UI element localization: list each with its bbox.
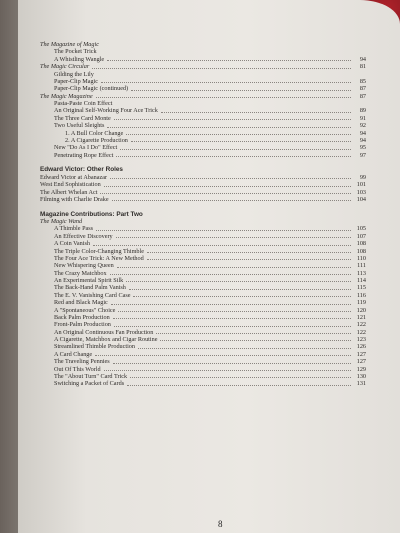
toc-entry-title: Two Useful Sleights xyxy=(54,122,105,130)
toc-entry-page: 127 xyxy=(356,358,366,366)
toc-entry xyxy=(40,152,366,159)
toc-entry xyxy=(40,292,366,299)
toc-spacer xyxy=(40,203,366,210)
toc-leader-dots xyxy=(114,118,351,120)
toc-entry-title: New Whispering Queen xyxy=(54,262,114,270)
toc-entry-title: Back Palm Production xyxy=(54,313,110,321)
toc-entry xyxy=(40,78,366,85)
toc-entry-page: 122 xyxy=(356,321,366,329)
toc-entry-title: 2. A Cigarette Production xyxy=(65,136,128,144)
toc-entry xyxy=(40,211,366,218)
toc-entry-page: 116 xyxy=(356,291,366,299)
toc-entry-title: Edward Victor at Abanazar xyxy=(40,173,108,181)
toc-entry-title: Paper-Clip Magic xyxy=(54,77,99,85)
toc-entry xyxy=(40,115,366,122)
toc-entry xyxy=(40,366,366,373)
toc-entry-title: Paper-Clip Magic (continued) xyxy=(54,85,129,93)
toc-leader-dots xyxy=(161,111,351,113)
toc-leader-dots xyxy=(92,67,351,69)
toc-entry-title: A Whistling Wangle xyxy=(54,55,105,63)
toc-entry xyxy=(40,85,366,92)
toc-entry xyxy=(40,307,366,314)
toc-entry xyxy=(40,48,366,55)
toc-entry xyxy=(40,122,366,129)
toc-entry xyxy=(40,218,366,225)
toc-entry xyxy=(40,329,366,336)
toc-entry-title: The Pocket Trick xyxy=(54,48,97,56)
toc-leader-dots xyxy=(113,362,351,364)
toc-entry-page: 94 xyxy=(359,136,366,144)
toc-entry xyxy=(40,270,366,277)
toc-entry xyxy=(40,225,366,232)
toc-leader-dots xyxy=(111,303,351,305)
toc-entry-title: Switching a Packet of Cards xyxy=(54,380,125,388)
toc-entry-title: A Thimble Pass xyxy=(54,225,94,233)
toc-entry xyxy=(40,71,366,78)
toc-entry-page: 114 xyxy=(356,277,366,284)
toc-entry-title: The Traveling Pennies xyxy=(54,358,110,366)
toc-entry-title: An Original Self-Working Four Ace Trick xyxy=(54,107,158,115)
toc-entry-page: 120 xyxy=(356,306,366,314)
toc-entry-title: A Coin Vanish xyxy=(54,240,90,248)
toc-entry-page: 87 xyxy=(359,92,366,100)
toc-entry-title: A Card Change xyxy=(54,350,93,358)
toc-entry-title: Front-Palm Production xyxy=(54,321,111,329)
toc-leader-dots xyxy=(126,133,351,135)
toc-entry-page: 129 xyxy=(356,365,366,373)
toc-entry xyxy=(40,63,366,70)
toc-entry-title: 1. A Bull Color Change xyxy=(65,129,124,137)
toc-entry-page: 111 xyxy=(357,262,366,270)
toc-entry xyxy=(40,314,366,321)
toc-entry-page: 127 xyxy=(356,350,366,358)
toc-entry-title: Pasta-Paste Coin Effect xyxy=(54,100,113,107)
toc-entry xyxy=(40,130,366,137)
toc-entry xyxy=(40,56,366,63)
toc-leader-dots xyxy=(133,295,351,297)
toc-entry xyxy=(40,277,366,284)
toc-entry-title: Penetrating Rope Effect xyxy=(54,151,114,159)
toc-entry xyxy=(40,343,366,350)
toc-entry xyxy=(40,321,366,328)
toc-leader-dots xyxy=(100,192,351,194)
toc-entry xyxy=(40,166,366,173)
book-page xyxy=(18,0,400,533)
table-of-contents xyxy=(40,41,366,388)
toc-leader-dots xyxy=(96,229,351,231)
toc-leader-dots xyxy=(126,280,351,282)
toc-entry-page: 107 xyxy=(356,232,366,240)
toc-entry xyxy=(40,100,366,107)
toc-entry-page: 91 xyxy=(359,114,366,122)
toc-spacer xyxy=(40,159,366,166)
toc-entry-title: The E. V. Vanishing Card Case xyxy=(54,291,131,299)
toc-entry-page: 115 xyxy=(356,284,366,292)
toc-entry-page: 113 xyxy=(356,269,366,277)
toc-entry-title: The Triple Color-Changing Thimble xyxy=(54,247,144,255)
toc-entry xyxy=(40,189,366,196)
toc-entry-title: The Magazine of Magic xyxy=(40,41,99,48)
toc-entry-title: The Magic Magazine xyxy=(40,92,93,100)
toc-leader-dots xyxy=(138,347,351,349)
toc-leader-dots xyxy=(104,185,351,187)
toc-leader-dots xyxy=(95,354,351,356)
toc-entry-title: Red and Black Magic xyxy=(54,299,108,307)
toc-leader-dots xyxy=(130,376,351,378)
page-number: 8 xyxy=(218,519,223,529)
toc-leader-dots xyxy=(118,310,351,312)
toc-entry xyxy=(40,240,366,247)
toc-entry-page: 103 xyxy=(356,188,366,196)
toc-leader-dots xyxy=(116,236,351,238)
toc-entry xyxy=(40,262,366,269)
toc-entry-title: An Original Continuous Fan Production xyxy=(54,328,154,336)
toc-entry-title: The Four Ace Trick: A New Method xyxy=(54,254,144,262)
toc-leader-dots xyxy=(117,266,351,268)
toc-entry-title: Out Of This World xyxy=(54,365,101,373)
toc-entry-title: The Magic Wand xyxy=(40,218,83,225)
toc-entry xyxy=(40,233,366,240)
toc-leader-dots xyxy=(104,369,351,371)
toc-entry-page: 89 xyxy=(359,107,366,115)
toc-entry-title: The Crazy Matchbox xyxy=(54,269,107,277)
toc-entry-page: 131 xyxy=(356,380,366,388)
toc-leader-dots xyxy=(131,140,351,142)
toc-entry xyxy=(40,351,366,358)
toc-leader-dots xyxy=(127,384,351,386)
toc-leader-dots xyxy=(116,155,351,157)
toc-entry xyxy=(40,255,366,262)
toc-leader-dots xyxy=(114,325,351,327)
toc-entry-page: 110 xyxy=(356,254,366,262)
toc-leader-dots xyxy=(147,258,351,260)
toc-entry-title: A Cigarette, Matchbox and Cigar Routine xyxy=(54,336,158,343)
toc-entry xyxy=(40,181,366,188)
toc-leader-dots xyxy=(101,81,351,83)
toc-entry-page: 101 xyxy=(356,181,366,189)
toc-entry-page: 121 xyxy=(356,313,366,321)
toc-entry-page: 95 xyxy=(359,144,366,152)
toc-leader-dots xyxy=(120,148,351,150)
toc-leader-dots xyxy=(160,339,351,341)
toc-entry-page: 108 xyxy=(356,247,366,255)
toc-entry-title: New "Do As I Do" Effect xyxy=(54,144,118,152)
toc-entry-page: 123 xyxy=(356,336,366,343)
toc-entry-page: 119 xyxy=(356,299,366,307)
toc-entry-page: 104 xyxy=(356,195,366,203)
toc-leader-dots xyxy=(93,244,351,246)
toc-leader-dots xyxy=(110,177,351,179)
toc-entry-page: 122 xyxy=(356,328,366,336)
toc-entry xyxy=(40,373,366,380)
toc-entry-title: Gilding the Lily xyxy=(54,70,94,78)
toc-entry-page: 92 xyxy=(359,122,366,130)
toc-leader-dots xyxy=(147,251,351,253)
toc-entry-page: 94 xyxy=(359,55,366,63)
toc-leader-dots xyxy=(113,317,351,319)
toc-entry-page: 87 xyxy=(359,85,366,93)
toc-entry xyxy=(40,358,366,365)
toc-entry-page: 108 xyxy=(356,240,366,248)
toc-entry-page: 94 xyxy=(359,129,366,137)
toc-entry-title: Streamlined Thimble Production xyxy=(54,343,135,351)
toc-entry-page: 85 xyxy=(359,77,366,85)
toc-entry xyxy=(40,196,366,203)
toc-entry xyxy=(40,248,366,255)
toc-leader-dots xyxy=(110,273,351,275)
toc-entry-title: West End Sophistication xyxy=(40,181,101,189)
toc-entry-title: An Experimental Spirit Silk xyxy=(54,277,124,284)
toc-leader-dots xyxy=(129,288,351,290)
toc-entry-title: The Magic Circular xyxy=(40,63,90,71)
toc-entry-title: The "About Turn" Card Trick xyxy=(54,372,128,380)
toc-leader-dots xyxy=(96,96,351,98)
toc-entry xyxy=(40,284,366,291)
toc-leader-dots xyxy=(107,126,351,128)
toc-entry-title: The Albert Whelan Act xyxy=(40,188,98,196)
toc-entry-title: Edward Victor: Other Roles xyxy=(40,166,123,174)
toc-leader-dots xyxy=(112,199,351,201)
toc-leader-dots xyxy=(131,89,351,91)
toc-entry xyxy=(40,137,366,144)
toc-entry-page: 130 xyxy=(356,372,366,380)
toc-entry-title: An Effective Discovery xyxy=(54,232,113,240)
toc-entry-page: 126 xyxy=(356,343,366,351)
toc-entry-title: The Three Card Monte xyxy=(54,114,111,122)
toc-entry-page: 97 xyxy=(359,151,366,159)
toc-entry-page: 105 xyxy=(356,225,366,233)
toc-entry xyxy=(40,174,366,181)
toc-entry xyxy=(40,299,366,306)
toc-entry-title: A "Spontaneous" Choice xyxy=(54,306,116,314)
toc-entry xyxy=(40,380,366,387)
toc-entry xyxy=(40,107,366,114)
toc-entry-title: The Back-Hand Palm Vanish xyxy=(54,284,126,292)
toc-leader-dots xyxy=(107,59,351,61)
toc-entry-title: Magazine Contributions: Part Two xyxy=(40,210,143,218)
toc-entry-title: Filming with Charlie Drake xyxy=(40,195,109,203)
toc-entry xyxy=(40,144,366,151)
toc-entry-page: 81 xyxy=(359,63,366,71)
toc-entry xyxy=(40,41,366,48)
toc-entry xyxy=(40,336,366,343)
toc-entry-page: 99 xyxy=(359,173,366,181)
toc-leader-dots xyxy=(156,332,351,334)
toc-entry xyxy=(40,93,366,100)
